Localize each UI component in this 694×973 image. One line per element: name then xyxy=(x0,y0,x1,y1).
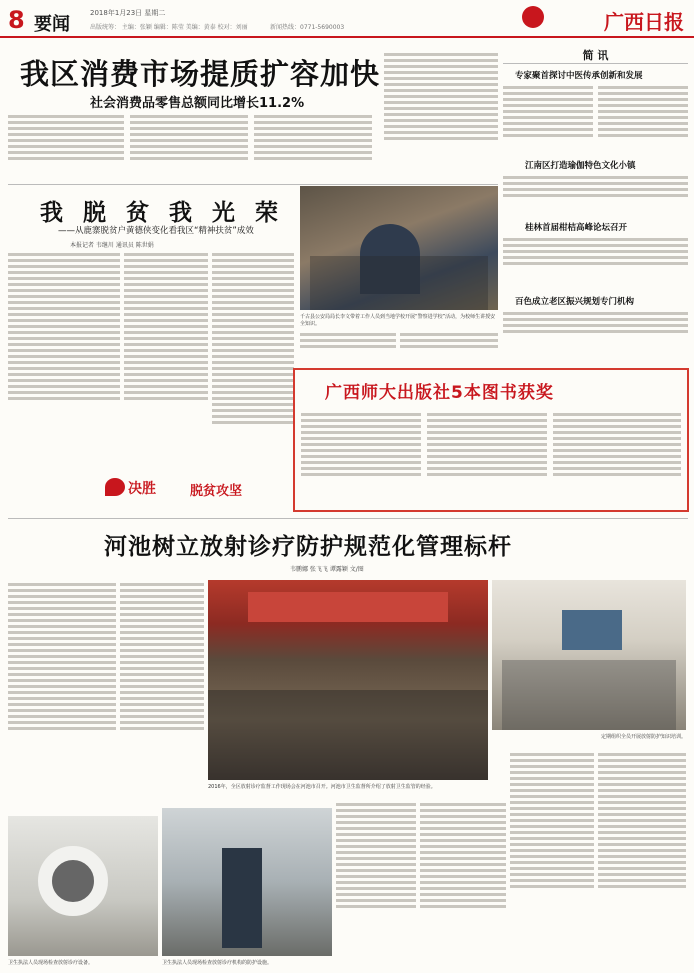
award-body-col-1 xyxy=(301,410,421,510)
poverty-headline: 我 脱 贫 我 光 荣 xyxy=(40,199,285,226)
lead-continued-col-b xyxy=(400,330,498,360)
inspection-photo-caption: 卫生执法人员现场检查放射诊疗机构的防护设施。 xyxy=(162,960,273,966)
hechi-body-col-2 xyxy=(120,580,204,810)
date-line: 2018年1月23日 星期二 xyxy=(90,9,166,17)
poverty-body-col-1 xyxy=(8,250,120,470)
hechi-body-col-4 xyxy=(420,800,506,965)
staff-line: 出版统筹： 主编：张颖 编辑：陈莹 美编：黄泰 校对：刘丽 xyxy=(90,24,248,31)
contact-line: 新闻热线：0771-5690003 xyxy=(270,24,345,31)
brief-title: 简 讯 xyxy=(582,49,609,62)
hechi-body-col-5 xyxy=(510,750,594,965)
brief-item3-title: 桂林首届柑桔高峰论坛召开 xyxy=(525,223,628,233)
training-photo xyxy=(492,580,686,730)
lead-body-col-1 xyxy=(8,112,124,178)
ct-photo-caption: 卫生执法人员现场检查放射诊疗设备。 xyxy=(8,960,94,966)
brief-item4-body xyxy=(503,309,688,347)
brief-item2-body xyxy=(503,173,688,213)
brief-news-column xyxy=(503,41,688,348)
hechi-body-col-3 xyxy=(336,800,416,965)
lead-body-col-2 xyxy=(130,112,248,178)
brief-item1-body-a xyxy=(503,83,593,163)
training-photo-caption: 定期组织全员开展放射防护知识培训。 xyxy=(600,734,686,740)
brief-item3-body xyxy=(503,235,688,289)
poverty-byline: 本报记者 韦继川 通讯员 陈世娟 xyxy=(70,242,154,249)
newspaper-logo-icon xyxy=(522,6,544,28)
section-name: 要闻 xyxy=(34,14,70,35)
conference-photo-caption: 2016年，全区放射诊疗监督工作现场会在河池市召开。河池市卫生监督所介绍了放射卫生监管的经验。 xyxy=(208,784,436,790)
scanner-ring xyxy=(38,846,108,916)
award-body-col-2 xyxy=(427,410,547,510)
brief-item1-title: 专家聚首探讨中医传承创新和发展 xyxy=(515,71,643,81)
police-school-photo xyxy=(300,186,498,310)
hechi-headline: 河池树立放射诊疗防护规范化管理标杆 xyxy=(104,534,512,560)
inspector-figure xyxy=(222,848,262,948)
divider xyxy=(8,184,498,185)
heart-icon xyxy=(105,478,125,496)
page-header xyxy=(0,0,694,38)
audience xyxy=(208,690,488,780)
award-body-col-3 xyxy=(553,410,681,510)
lead-continued-col-a xyxy=(300,330,396,360)
hechi-body-col-6 xyxy=(598,750,686,965)
ct-scanner-photo xyxy=(8,816,158,956)
page-number: 8 xyxy=(8,6,25,34)
hechi-body-col-1 xyxy=(8,580,116,810)
projection-screen xyxy=(562,610,622,650)
training-attendees xyxy=(502,660,676,730)
brief-item2-title: 江南区打造瑜伽特色文化小镇 xyxy=(525,161,636,171)
masthead: 广西日报 xyxy=(604,10,684,34)
lead-subheadline: 社会消费品零售总额同比增长11.2% xyxy=(90,96,305,111)
lead-body-col-4 xyxy=(384,50,498,180)
divider xyxy=(503,63,688,64)
brief-item4-title: 百色成立老区振兴规划专门机构 xyxy=(515,297,635,307)
poverty-body-col-2 xyxy=(124,250,208,470)
inspection-photo xyxy=(162,808,332,956)
poverty-body-col-3 xyxy=(212,250,294,508)
stage-banner xyxy=(248,592,448,622)
poverty-slogan-a: 决胜 xyxy=(128,481,156,497)
divider xyxy=(8,518,688,519)
award-headline: 广西师大出版社5本图书获奖 xyxy=(325,383,554,403)
hechi-byline: 韦鹏娜 张飞飞 谭露颖 文/图 xyxy=(290,566,364,573)
lead-body-col-3 xyxy=(254,112,372,178)
poverty-slogan-b: 脱贫攻坚 xyxy=(190,484,243,499)
student-crowd xyxy=(310,256,488,310)
police-photo-caption: 千古县公安局局长李文带着工作人员到当地学校开展“警察进学校”活动，为校师生讲授安全知识。 xyxy=(300,314,496,327)
brief-item1-body-b xyxy=(598,83,688,163)
conference-photo xyxy=(208,580,488,780)
award-article-box xyxy=(293,368,689,512)
lead-headline: 我区消费市场提质扩容加快 xyxy=(20,57,381,91)
poverty-subheadline: ——从鹿寨脱贫户黄德侠变化看我区“精神扶贫”成效 xyxy=(58,226,254,236)
